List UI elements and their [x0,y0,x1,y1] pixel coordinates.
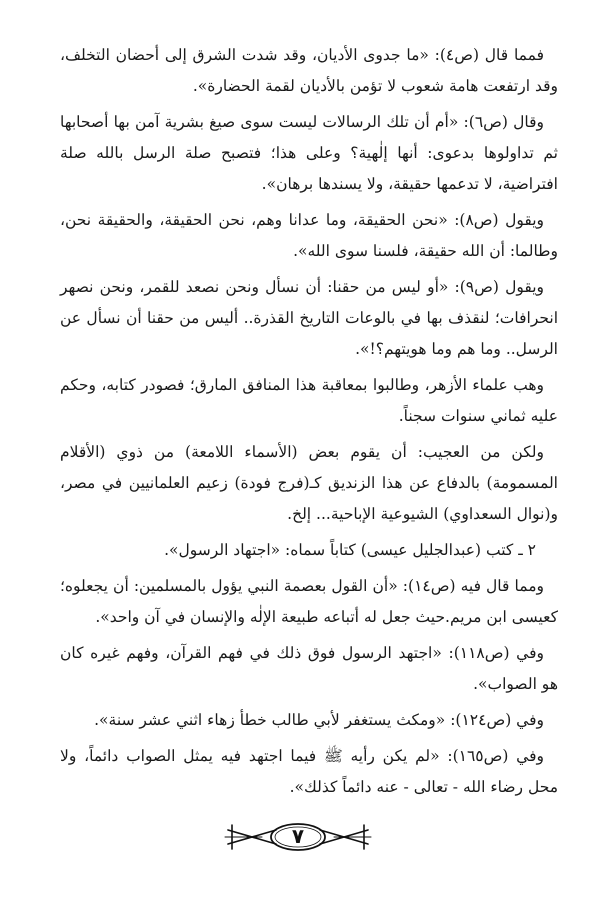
paragraph-quote-p165: وفي (ص١٦٥): «لم يكن رأيه ﷺ فيما اجتهد فيه يمثل الصواب دائماً، ولا محل رضاء الله - تعالى - عنه دائماً كذلك». [60,747,558,796]
paragraph-quote-p124: وفي (ص١٢٤): «ومكث يستغفر لأبي طالب خطأ زهاء اثني عشر سنة». [94,711,544,729]
paragraph-quote-p118: وفي (ص١١٨): «اجتهد الرسول فوق ذلك في فهم القرآن، وفهم غيره كان هو الصواب». [60,644,558,693]
paragraph-quote-p14: ومما قال فيه (ص١٤): «أن القول بعصمة النبي يؤول بالمسلمين: أن يجعلوه؛ كعيسى ابن مريم.حيث جعل له أتباعه طبيعة الإلٰه والإنسان في آن واحد». [60,577,558,626]
paragraph-quote-p9: ويقول (ص٩): «أو ليس من حقنا: أن نسأل ونحن نصعد للقمر، ونحن نصهر انحرافات؛ لنقذف بها في بالوعات التاريخ القذرة.. أليس من حقنا أن نسأل عن الرسل.. وما هم وما هويتهم؟!». [60,278,558,358]
paragraph-quote-p6: وقال (ص٦): «أم أن تلك الرسالات ليست سوى صيغ بشرية آمن بها أصحابها ثم تداولوها بدعوى: أنها إلٰهية؟ وعلى هذا؛ فتصبح صلة الرسل بالله صلة افتراضية، لا تدعمها حقيقة، ولا يسندها برهان». [60,113,558,193]
paragraph-defenders: ولكن من العجيب: أن يقوم بعض (الأسماء اللامعة) من ذوي (الأقلام المسمومة) بالدفاع عن هذا الزنديق كـ(فرج فودة) زعيم العلمانيين في مصر، و(نوال السعداوي) الشيوعية الإباحية... إلخ. [60,443,558,523]
page-number: ٧ [291,824,305,848]
page-body [60,40,558,808]
page-footer [0,810,596,870]
list-item-book-2: ٢ ـ كتب (عبدالجليل عيسى) كتاباً سماه: «اجتهاد الرسول». [164,541,536,559]
paragraph-quote-p4: فمما قال (ص٤): «ما جدوى الأديان، وقد شدت الشرق إلى أحضان التخلف، وقد ارتفعت هامة شعوب لا تؤمن بالأديان لقمة الحضارة». [60,46,558,95]
paragraph-azhar: وهب علماء الأزهر، وطالبوا بمعاقبة هذا المنافق المارق؛ فصودر كتابه، وحكم عليه ثماني سنوات سجناً. [60,376,558,425]
paragraph-quote-p8: ويقول (ص٨): «نحن الحقيقة، وما عدانا وهم، نحن الحقيقة، والحقيقة نحن، وطالما: أن الله حقيقة، فلسنا سوى الله». [60,211,558,260]
